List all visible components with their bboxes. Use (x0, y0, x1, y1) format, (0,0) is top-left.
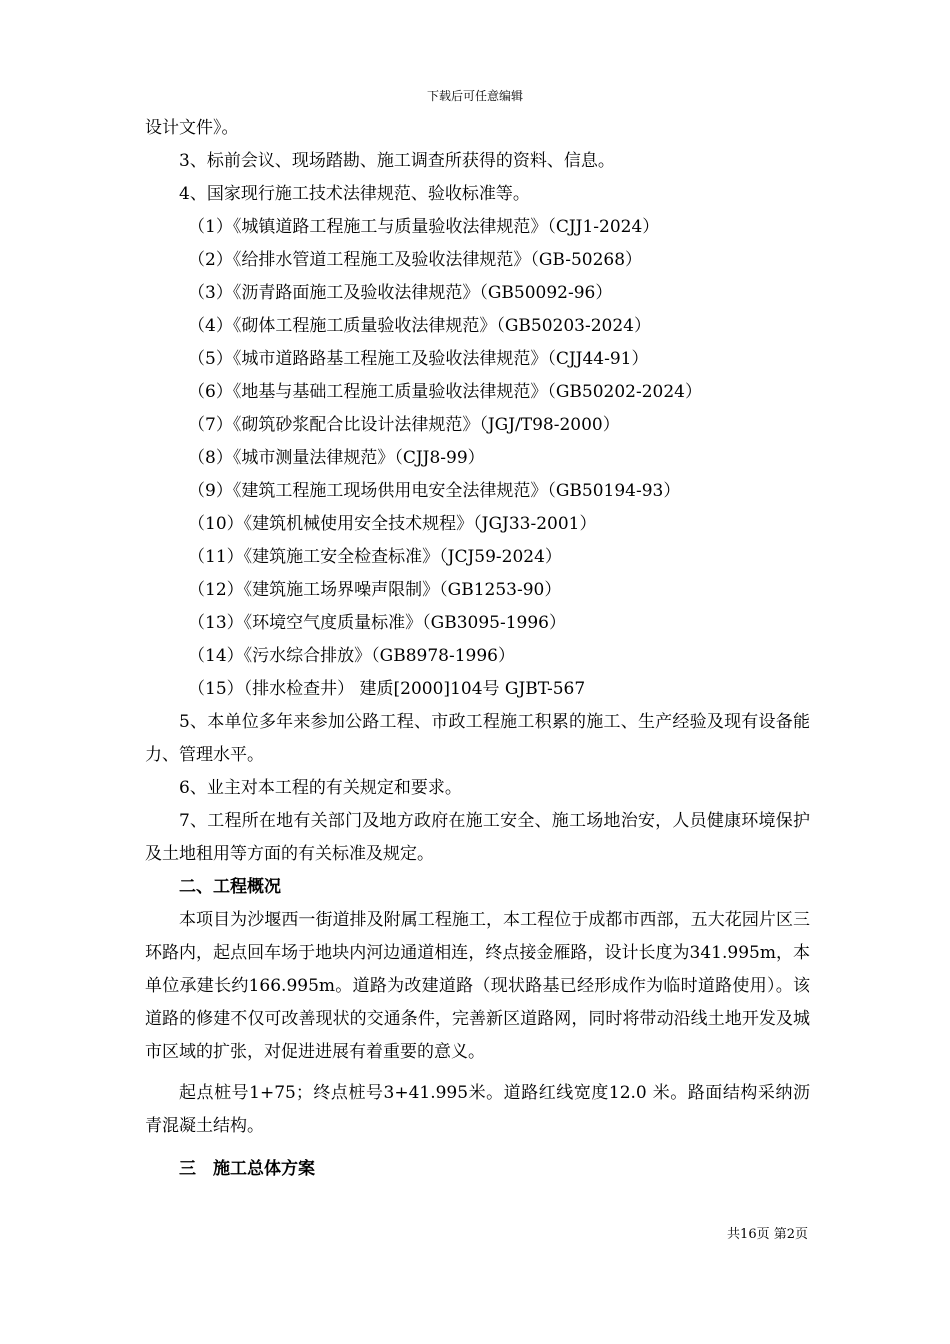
standard-item: （4）《砌体工程施工质量验收法律规范》（GB50203-2024） (188, 316, 651, 336)
text-line: 设计文件》。 (145, 118, 239, 138)
text-line: 3、标前会议、现场踏勘、施工调查所获得的资料、信息。 (179, 151, 615, 171)
standard-item: （9）《建筑工程施工现场供用电安全法律规范》（GB50194-93） (188, 481, 681, 501)
standard-item: （3）《沥青路面施工及验收法律规范》（GB50092-96） (188, 283, 613, 303)
standard-item: （15）（排水检查井） 建质[2000]104号 GJBT-567 (188, 679, 586, 699)
page-footer: 共16页 第2页 (727, 1227, 808, 1242)
standard-item: （7）《砌筑砂浆配合比设计法律规范》（JGJ/T98-2000） (188, 415, 620, 435)
paragraph: 7、工程所在地有关部门及地方政府在施工安全、施工场地治安，人员健康环境保护及土地租用等方面的有关标准及规定。 (145, 811, 810, 864)
section-heading: 二、工程概况 (179, 877, 281, 897)
standard-item: （10）《建筑机械使用安全技术规程》（JGJ33-2001） (188, 514, 597, 534)
paragraph: 6、业主对本工程的有关规定和要求。 (179, 778, 462, 798)
standard-item: （14）《污水综合排放》（GB8978-1996） (188, 646, 515, 666)
standard-item: （1）《城镇道路工程施工与质量验收法律规范》（CJJ1-2024） (188, 217, 660, 237)
standard-item: （12）《建筑施工场界噪声限制》（GB1253-90） (188, 580, 562, 600)
paragraph: 本项目为沙堰西一街道排及附属工程施工，本工程位于成都市西部，五大花园片区三环路内，起点回车场于地块内河边通道相连，终点接金雁路，设计长度为341.995m，本单位承建长约166.995m。道路为改建道路（现状路基已经形成作为临时道路使用）。该道路的修建不仅可改善现状的交通条件，完善新区道路网，同时将带动沿线土地开发及城市区域的扩张，对促进进展有着重要的意义。 (145, 910, 810, 1062)
standard-item: （8）《城市测量法律规范》（CJJ8-99） (188, 448, 485, 468)
standard-item: （11）《建筑施工安全检查标准》（JCJ59-2024） (188, 547, 562, 567)
standard-item: （2）《给排水管道工程施工及验收法律规范》（GB-50268） (188, 250, 643, 270)
standard-item: （6）《地基与基础工程施工质量验收法律规范》（GB50202-2024） (188, 382, 702, 402)
standard-item: （5）《城市道路路基工程施工及验收法律规范》（CJJ44-91） (188, 349, 649, 369)
standards-list (145, 211, 810, 706)
standard-item: （13）《环境空气度质量标准》（GB3095-1996） (188, 613, 566, 633)
paragraph: 5、本单位多年来参加公路工程、市政工程施工积累的施工、生产经验及现有设备能力、管理水平。 (145, 712, 810, 765)
page-header: 下载后可任意编辑 (426, 89, 523, 103)
section-heading: 三 施工总体方案 (179, 1159, 315, 1179)
text-line: 4、国家现行施工技术法律规范、验收标准等。 (179, 184, 530, 204)
paragraph: 起点桩号1+75；终点桩号3+41.995米。道路红线宽度12.0 米。路面结构采纳沥青混凝土结构。 (145, 1083, 810, 1136)
document-body (145, 112, 810, 1186)
